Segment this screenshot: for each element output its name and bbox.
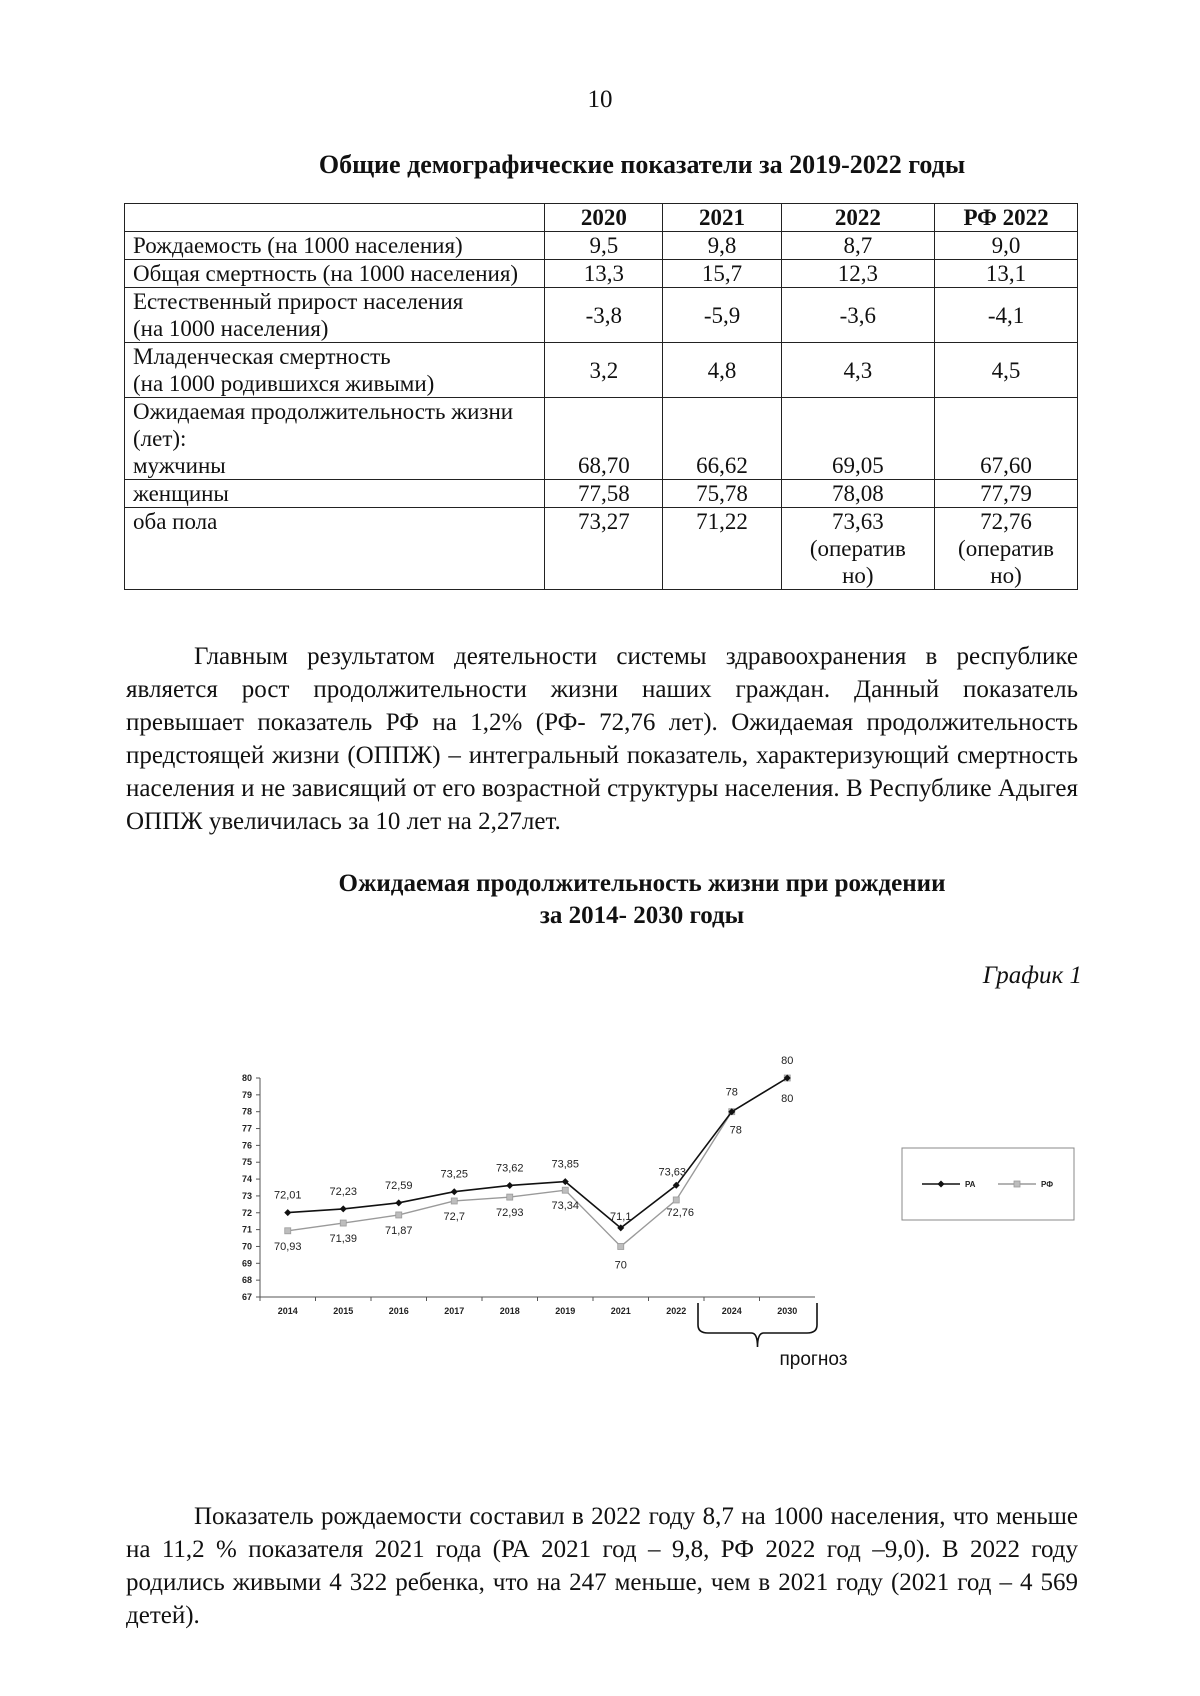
data-point-rf	[562, 1187, 568, 1193]
data-label-rf: 72,93	[495, 1207, 524, 1220]
y-tick-label: 72	[241, 1207, 252, 1218]
cell: 13,3	[545, 260, 663, 288]
row-label-line: (на 1000 родившихся живыми)	[133, 371, 435, 396]
row-label-line: Естественный прирост населения	[133, 289, 464, 314]
life-expectancy-chart	[230, 1040, 1090, 1470]
data-point-ra	[451, 1188, 458, 1195]
cell: 71,22	[663, 508, 781, 590]
table-row-infant-mortality	[125, 343, 1078, 398]
row-label	[125, 343, 545, 398]
cell: 68,70	[545, 398, 663, 480]
cell: 4,3	[781, 343, 934, 398]
y-tick-label: 76	[241, 1140, 252, 1151]
x-tick-label: 2019	[555, 1306, 576, 1316]
chart-title	[42, 868, 1200, 932]
data-label-rf: 80	[781, 1093, 794, 1105]
data-label-rf: 70	[614, 1259, 627, 1272]
forecast-brace	[698, 1303, 817, 1347]
y-tick-label: 73	[241, 1190, 252, 1201]
data-label-ra: 78	[725, 1086, 738, 1099]
row-label-line: Ожидаемая продолжительность жизни	[133, 399, 514, 424]
row-label: Рождаемость (на 1000 населения)	[125, 232, 545, 260]
chart-reference: График 1	[982, 962, 1082, 989]
cell: 69,05	[781, 398, 934, 480]
row-label: оба пола	[125, 508, 545, 590]
data-point-rf	[507, 1194, 513, 1200]
x-tick-label: 2016	[388, 1306, 409, 1316]
header-empty	[125, 204, 545, 232]
data-point-rf	[673, 1197, 679, 1203]
data-point-rf	[285, 1228, 291, 1234]
header-rf-2022: РФ 2022	[935, 204, 1078, 232]
cell: 12,3	[781, 260, 934, 288]
cell: 67,60	[935, 398, 1078, 480]
cell-note: (оператив	[809, 536, 906, 561]
data-point-ra	[506, 1182, 513, 1189]
forecast-label: прогноз	[779, 1349, 848, 1370]
table-row-life-both	[125, 508, 1078, 590]
cell: -4,1	[935, 288, 1078, 343]
cell: 4,8	[663, 343, 781, 398]
data-label-rf: 72,76	[666, 1206, 695, 1219]
table-row-life-women	[125, 480, 1078, 508]
data-label-ra: 72,01	[273, 1189, 302, 1202]
data-point-rf	[340, 1220, 346, 1226]
row-label: женщины	[125, 480, 545, 508]
data-label-rf: 72,7	[443, 1210, 465, 1223]
cell: 3,2	[545, 343, 663, 398]
cell: 4,5	[935, 343, 1078, 398]
y-tick-label: 80	[241, 1073, 252, 1083]
y-tick-label: 67	[241, 1292, 252, 1302]
data-point-rf	[396, 1212, 402, 1218]
row-label	[125, 398, 545, 480]
x-tick-label: 2015	[333, 1306, 354, 1316]
x-tick-label: 2017	[444, 1306, 465, 1316]
page-number: 10	[587, 86, 613, 113]
data-label-ra: 73,62	[495, 1162, 524, 1175]
x-tick-label: 2014	[277, 1306, 298, 1316]
y-tick-label: 79	[241, 1089, 252, 1100]
y-tick-label: 77	[241, 1123, 252, 1134]
cell: 9,5	[545, 232, 663, 260]
cell: -3,6	[781, 288, 934, 343]
cell: 15,7	[663, 260, 781, 288]
data-label-ra: 73,63	[658, 1166, 687, 1179]
x-tick-label: 2030	[777, 1306, 798, 1316]
demographics-table	[124, 203, 1078, 590]
data-label-ra: 73,85	[551, 1158, 580, 1171]
table-row-life-men	[125, 398, 1078, 480]
table-row-birth	[125, 232, 1078, 260]
y-tick-label: 71	[241, 1224, 252, 1235]
paragraph-life-expectancy: Главным результатом деятельности системы здравоохранения в республике является рост продолжительности жизни наших граждан. Данный показатель превышает показатель РФ на 1,2% (РФ- 72,76 лет). Ожидаемая продолжительность предстоящей жизни (ОППЖ) – интегральный показатель, характеризующий смертность населения и не зависящий от его возрастной структуры населения. В Республике Адыгея ОППЖ увеличилась за 10 лет на 2,27лет.	[126, 643, 1078, 835]
series-line-rf	[288, 1078, 788, 1246]
x-tick-label: 2021	[610, 1306, 631, 1316]
data-label-rf: 73,34	[551, 1200, 580, 1213]
data-point-ra	[395, 1199, 402, 1206]
data-label-ra: 72,23	[329, 1185, 358, 1198]
y-tick-label: 74	[241, 1174, 252, 1185]
header-2020: 2020	[545, 204, 663, 232]
y-tick-label: 75	[241, 1157, 252, 1168]
row-label-line: (на 1000 населения)	[133, 316, 329, 341]
header-2021: 2021	[663, 204, 781, 232]
data-label-rf: 71,87	[384, 1224, 413, 1237]
x-tick-label: 2022	[666, 1306, 687, 1316]
y-tick-label: 69	[241, 1258, 252, 1269]
series-line-ra	[288, 1078, 788, 1228]
legend-marker-rf	[1014, 1181, 1020, 1187]
data-point-ra	[284, 1209, 291, 1216]
chart-title-line: за 2014- 2030 годы	[539, 902, 745, 929]
legend-label-rf: РФ	[1041, 1180, 1054, 1189]
data-point-rf	[451, 1198, 457, 1204]
cell: 75,78	[663, 480, 781, 508]
legend-label-ra: РА	[965, 1180, 976, 1189]
data-label-rf: 71,39	[329, 1233, 358, 1246]
header-2022: 2022	[781, 204, 934, 232]
x-tick-label: 2024	[721, 1306, 742, 1316]
cell: -5,9	[663, 288, 781, 343]
cell	[781, 508, 934, 590]
cell-note: но)	[990, 563, 1022, 588]
cell: 66,62	[663, 398, 781, 480]
table-header-row	[125, 204, 1078, 232]
cell: -3,8	[545, 288, 663, 343]
data-label-ra: 73,25	[440, 1168, 469, 1181]
chart-title-line: Ожидаемая продолжительность жизни при рождении	[338, 870, 946, 897]
data-label-ra: 80	[781, 1055, 794, 1067]
row-label-line: Младенческая смертность	[133, 344, 391, 369]
cell: 78,08	[781, 480, 934, 508]
y-tick-label: 78	[241, 1106, 252, 1117]
cell: 77,58	[545, 480, 663, 508]
cell	[935, 508, 1078, 590]
row-label: Общая смертность (на 1000 населения)	[125, 260, 545, 288]
data-label-rf: 78	[729, 1124, 742, 1137]
table-title: Общие демографические показатели за 2019-2022 годы	[318, 150, 966, 179]
cell: 9,0	[935, 232, 1078, 260]
cell: 73,27	[545, 508, 663, 590]
data-label-ra: 71,1	[610, 1210, 632, 1223]
data-label-rf: 70,93	[273, 1240, 302, 1253]
row-label-line: мужчины	[133, 453, 226, 478]
table-row-natural-growth	[125, 288, 1078, 343]
cell-value: 72,76	[980, 509, 1032, 534]
cell-note: но)	[842, 563, 874, 588]
cell-value: 73,63	[831, 509, 884, 534]
data-point-rf	[618, 1243, 624, 1249]
x-tick-label: 2018	[499, 1306, 520, 1316]
cell: 77,79	[935, 480, 1078, 508]
y-tick-label: 70	[241, 1241, 252, 1252]
y-tick-label: 68	[241, 1275, 252, 1286]
cell: 8,7	[781, 232, 934, 260]
data-label-ra: 72,59	[384, 1179, 413, 1192]
cell-note: (оператив	[958, 536, 1055, 561]
row-label-line: (лет):	[133, 426, 187, 451]
table-row-mortality	[125, 260, 1078, 288]
data-point-ra	[340, 1205, 347, 1212]
row-label	[125, 288, 545, 343]
cell: 13,1	[935, 260, 1078, 288]
paragraph-birth-rate: Показатель рождаемости составил в 2022 году 8,7 на 1000 населения, что меньше на 11,2 % показателя 2021 года (РА 2021 год – 9,8, РФ 2022 год –9,0). В 2022 году родились живыми 4 322 ребенка, что на 247 меньше, чем в 2021 году (2021 год – 4 569 детей).	[126, 1503, 1078, 1629]
cell: 9,8	[663, 232, 781, 260]
